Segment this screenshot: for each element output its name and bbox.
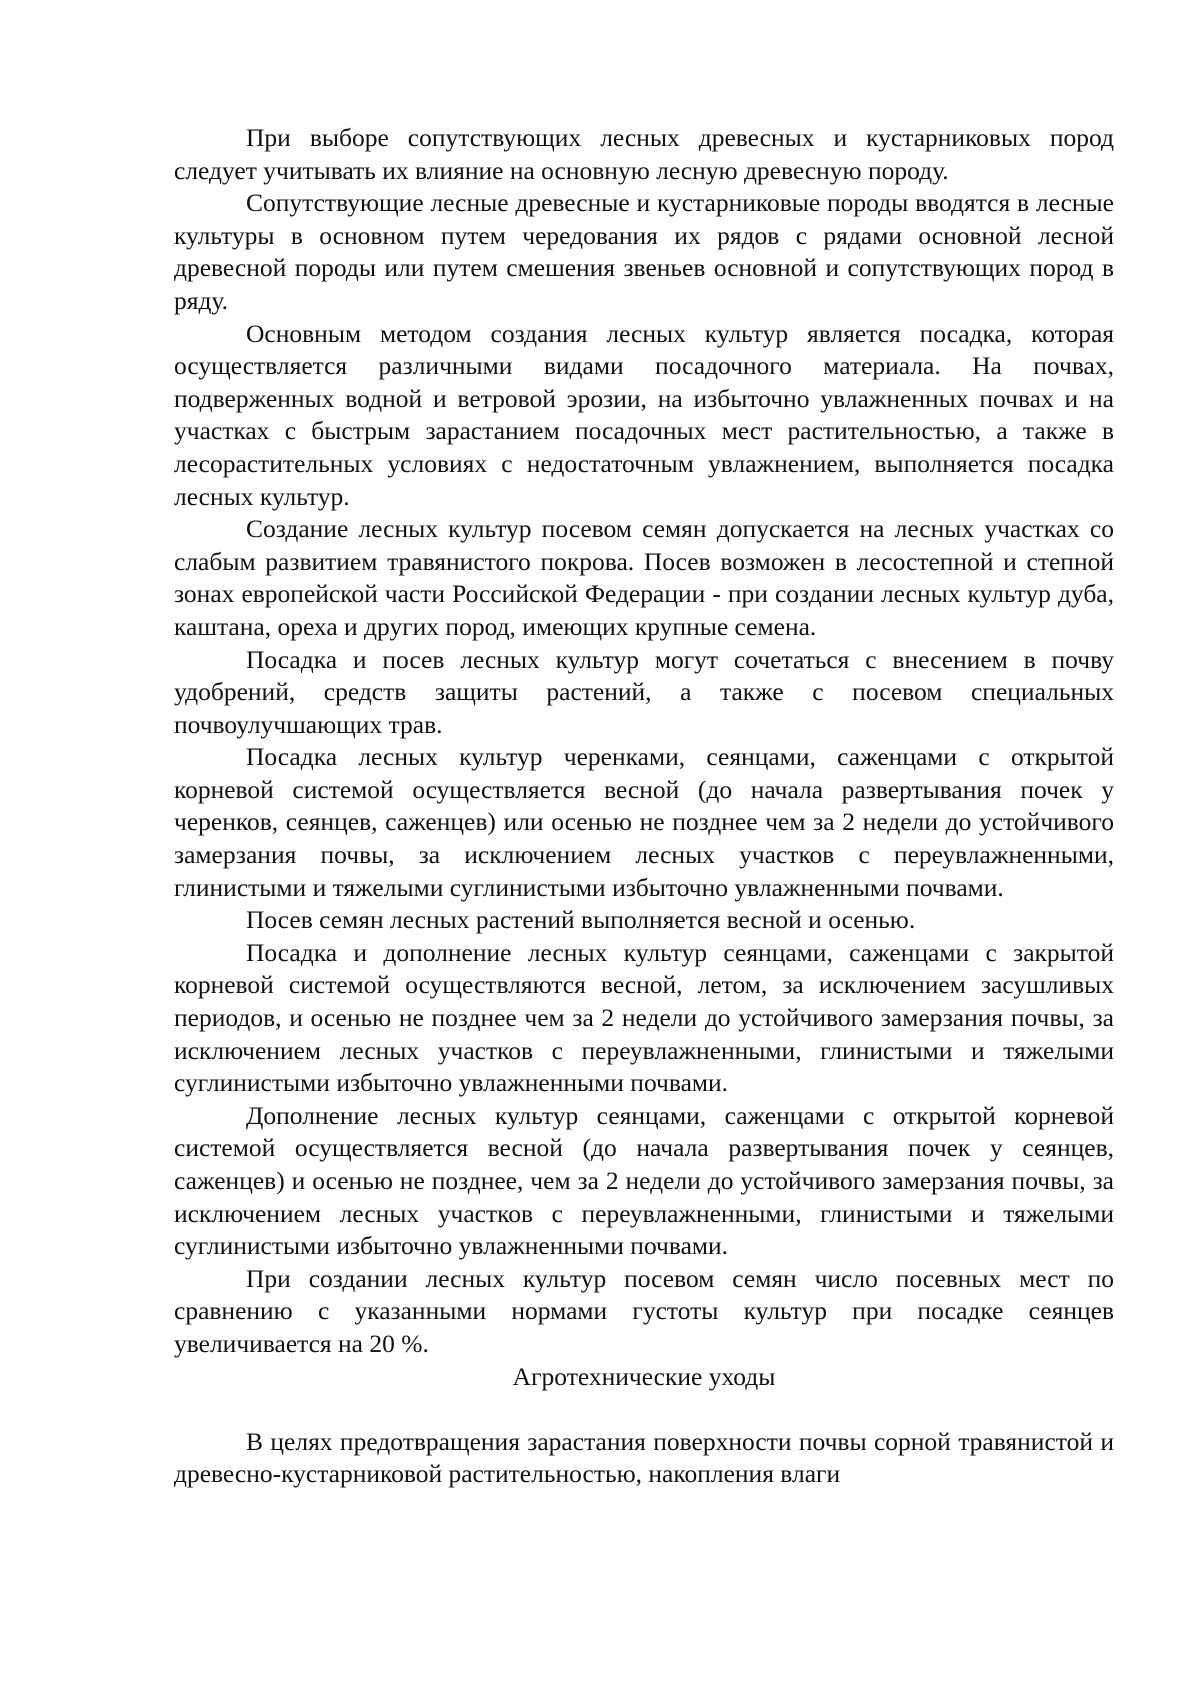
paragraph: При выборе сопутствующих лесных древесных и кустарниковых пород следует учитывать их влияние на основную лесную древесную породу. — [174, 123, 1114, 185]
section-heading: Агротехнические уходы — [512, 1361, 776, 1391]
document-body — [174, 122, 1114, 1491]
paragraph: Создание лесных культур посевом семян допускается на лесных участках со слабым развитием травянистого покрова. Посев возможен в лесостепной и степной зонах европейской части Российской Федерации - при создании лесных культур дуба, каштана, ореха и других пород, имеющих крупные семена. — [174, 514, 1114, 641]
paragraph: В целях предотвращения зарастания поверхности почвы сорной травянистой и древесно-кустарниковой растительностью, накопления влаги — [174, 1426, 1114, 1489]
paragraph: Посев семян лесных растений выполняется весной и осенью. — [246, 905, 916, 935]
paragraph: Посадка лесных культур черенками, сеянцами, саженцами с открытой корневой системой осуществляется весной (до начала развертывания почек у черенков, сеянцев, саженцев) или осенью не позднее чем за 2 недели до устойчивого замерзания почвы, за исключением лесных участков с переувлажненными, глинистыми и тяжелыми суглинистыми избыточно увлажненными почвами. — [174, 742, 1114, 902]
paragraph: Сопутствующие лесные древесные и кустарниковые породы вводятся в лесные культуры в основном путем чередования их рядов с рядами основной лесной древесной породы или путем смешения звеньев основной и сопутствующих пород в ряду. — [174, 188, 1114, 315]
paragraph: Дополнение лесных культур сеянцами, саженцами с открытой корневой системой осуществляется весной (до начала развертывания почек у сеянцев, саженцев) и осенью не позднее, чем за 2 недели до устойчивого замерзания почвы, за исключением лесных участков с переувлажненными, глинистыми и тяжелыми суглинистыми избыточно увлажненными почвами. — [174, 1100, 1114, 1261]
paragraph: Посадка и дополнение лесных культур сеянцами, саженцами с закрытой корневой системой осуществляются весной, летом, за исключением засушливых периодов, и осенью не позднее чем за 2 недели до устойчивого замерзания почвы, за исключением лесных участков с переувлажненными, глинистыми и тяжелыми суглинистыми избыточно увлажненными почвами. — [174, 937, 1114, 1098]
paragraph: Посадка и посев лесных культур могут сочетаться с внесением в почву удобрений, средств защиты растений, а также с посевом специальных почвоулучшающих трав. — [174, 644, 1114, 739]
paragraph: При создании лесных культур посевом семян число посевных мест по сравнению с указанными нормами густоты культур при посадке сеянцев увеличивается на 20 %. — [174, 1263, 1114, 1358]
paragraph: Основным методом создания лесных культур является посадка, которая осуществляется различными видами посадочного материала. На почвах, подверженных водной и ветровой эрозии, на избыточно увлажненных почвах и на участках с быстрым зарастанием посадочных мест растительностью, а также в лесорастительных условиях с недостаточным увлажнением, выполняется посадка лесных культур. — [174, 318, 1114, 511]
